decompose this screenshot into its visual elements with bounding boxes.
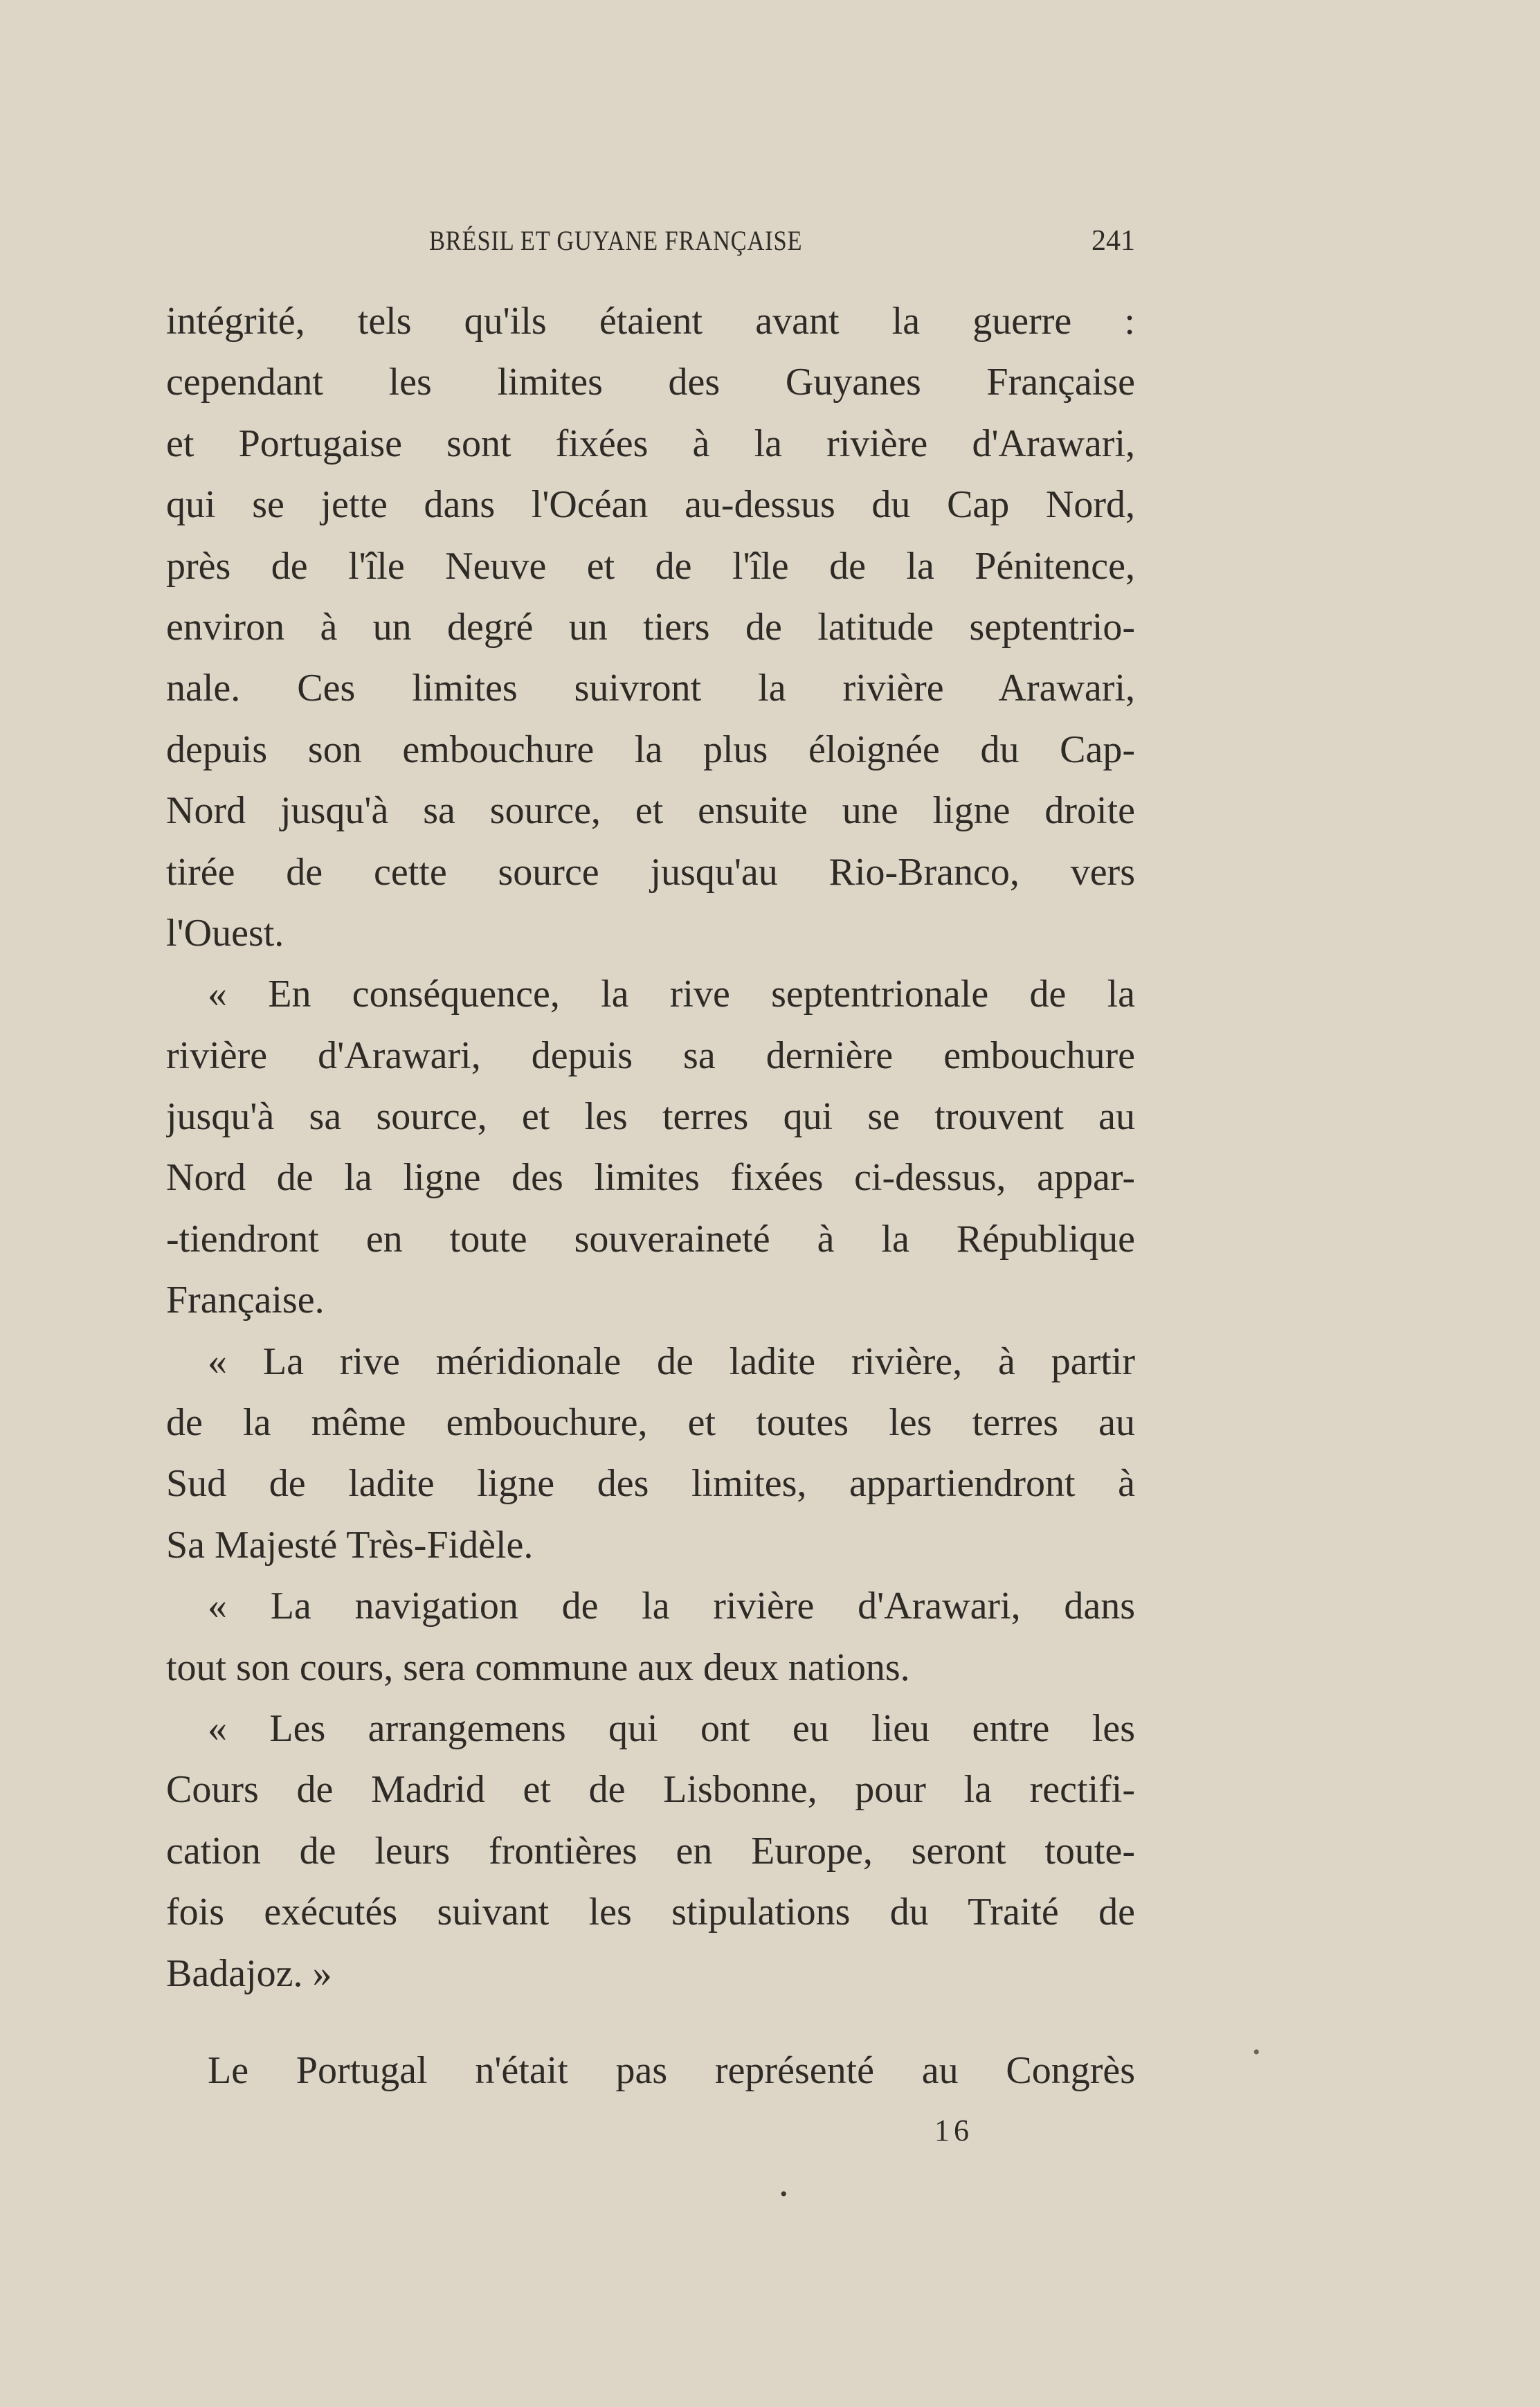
text-line: Nord de la ligne des limites fixées ci-dessus, appar-: [166, 1156, 1135, 1200]
text-line: nale. Ces limites suivront la rivière Arawari,: [166, 667, 1135, 710]
page-header: [166, 220, 1135, 262]
text-line: Française.: [166, 1279, 325, 1322]
running-head: BRÉSIL ET GUYANE FRANÇAISE: [429, 225, 803, 256]
text-line: Badajoz. »: [166, 1951, 332, 1995]
text-line: « La rive méridionale de ladite rivière, à partir: [208, 1340, 1135, 1383]
text-line: Sud de ladite ligne des limites, appartiendront à: [166, 1462, 1135, 1506]
text-line: près de l'île Neuve et de l'île de la Pénitence,: [166, 544, 1135, 588]
text-line: rivière d'Arawari, depuis sa dernière embouchure: [166, 1034, 1135, 1077]
text-line: « Les arrangemens qui ont eu lieu entre les: [208, 1706, 1135, 1750]
body-text: [166, 291, 1135, 2101]
text-line: jusqu'à sa source, et les terres qui se trouvent au: [166, 1095, 1135, 1139]
text-line: Le Portugal n'était pas représenté au Congrès: [208, 2048, 1135, 2092]
paragraph-gap: [166, 2004, 1135, 2040]
text-line: de la même embouchure, et toutes les terres au: [166, 1401, 1135, 1445]
text-line: qui se jette dans l'Océan au-dessus du Cap Nord,: [166, 483, 1135, 527]
text-line: tirée de cette source jusqu'au Rio-Branco, vers: [166, 850, 1135, 894]
text-line: cependant les limites des Guyanes Française: [166, 361, 1135, 404]
text-line: -tiendront en toute souveraineté à la République: [166, 1217, 1135, 1261]
text-line: fois exécutés suivant les stipulations du Traité de: [166, 1891, 1135, 1934]
text-line: Sa Majesté Très-Fidèle.: [166, 1523, 534, 1567]
ink-spot-decoration: •: [1253, 2041, 1260, 2064]
text-line: cation de leurs frontières en Europe, seront toute-: [166, 1829, 1135, 1873]
text-line: environ à un degré un tiers de latitude septentrio-: [166, 605, 1135, 649]
ink-spot-decoration: •: [780, 2183, 788, 2206]
text-line: intégrité, tels qu'ils étaient avant la guerre :: [166, 300, 1135, 343]
page-number: 241: [1091, 225, 1135, 257]
text-line: depuis son embouchure la plus éloignée du Cap-: [166, 728, 1135, 771]
signature-mark: 16: [934, 2113, 973, 2147]
text-line: Nord jusqu'à sa source, et ensuite une ligne droite: [166, 789, 1135, 833]
text-line: tout son cours, sera commune aux deux nations.: [166, 1646, 910, 1689]
text-line: « La navigation de la rivière d'Arawari, dans: [208, 1585, 1135, 1628]
text-line: et Portugaise sont fixées à la rivière d'Arawari,: [166, 422, 1135, 465]
text-line: Cours de Madrid et de Lisbonne, pour la rectifi-: [166, 1768, 1135, 1812]
text-line: l'Ouest.: [166, 911, 284, 955]
text-line: « En conséquence, la rive septentrionale de la: [208, 973, 1135, 1016]
